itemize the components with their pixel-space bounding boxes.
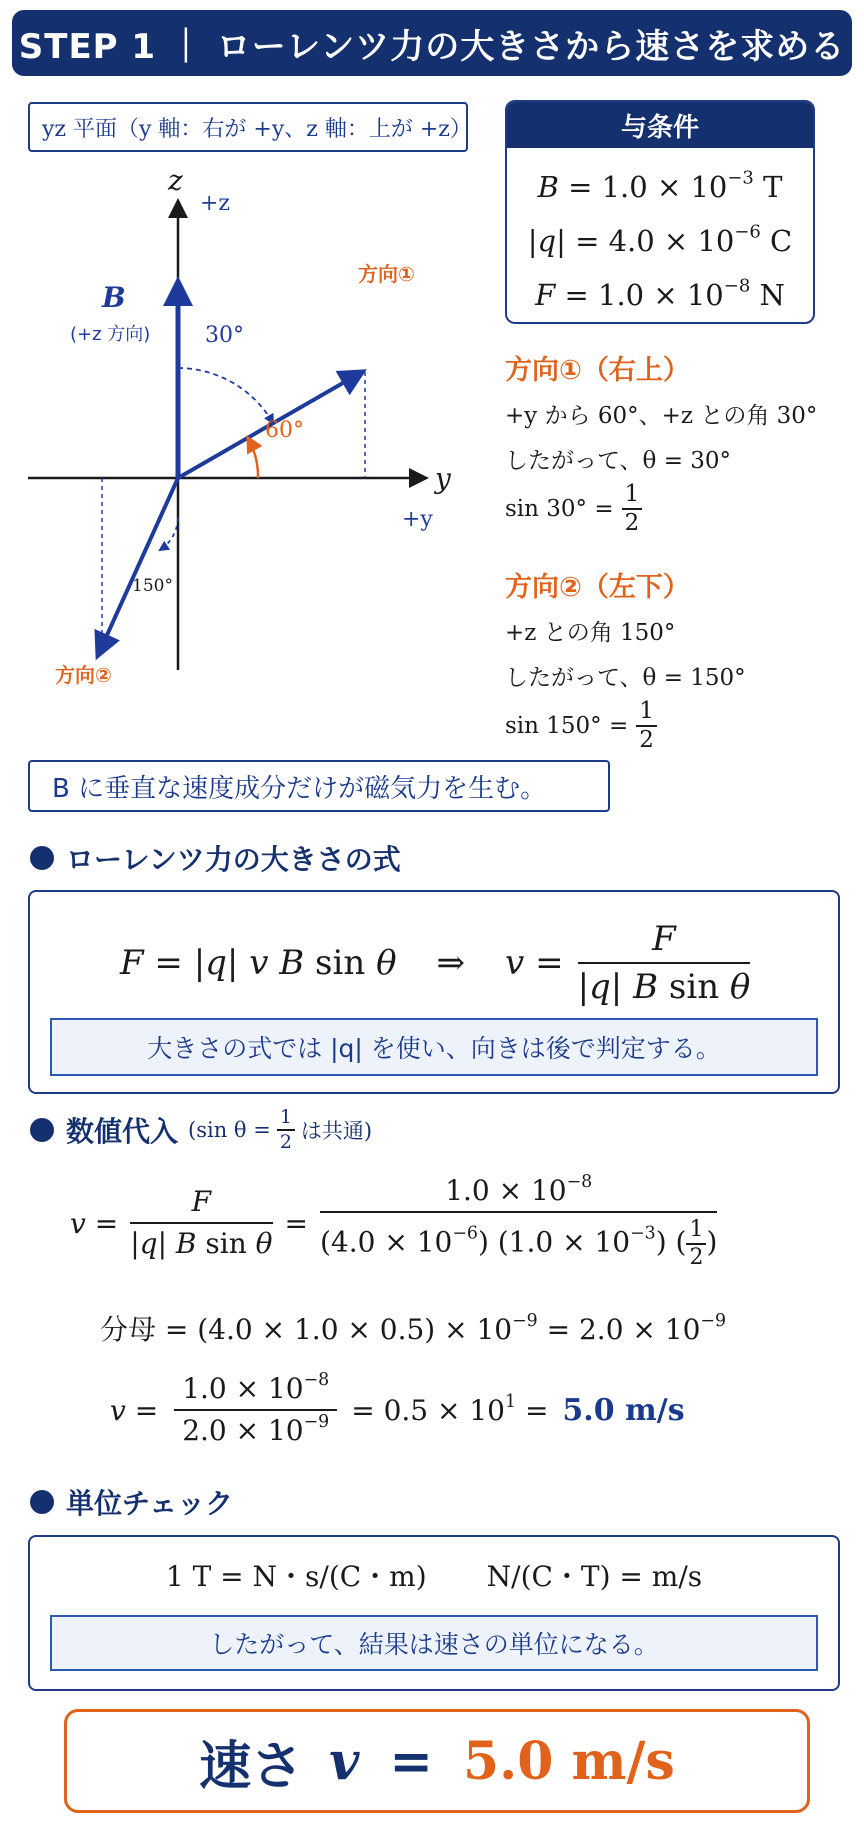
direction1-title: 方向①（右上）	[505, 355, 690, 386]
final-value: 5.0 m/s	[462, 1730, 675, 1792]
sub-frac2	[320, 1171, 718, 1270]
formula-fraction	[577, 919, 751, 1007]
result-line	[110, 1355, 830, 1465]
sub-frac2-num: $1.0 \times 10^{-8}$	[320, 1177, 717, 1213]
final-eq: =	[389, 1730, 433, 1792]
angle-30-label: 30°	[205, 323, 244, 348]
direction2-sin	[505, 700, 855, 752]
result-frac	[174, 1369, 337, 1447]
unit-check-heading-text: 単位チェック	[66, 1487, 234, 1520]
condition-b: $B = 1.0 \times 10^{-3}$ T	[537, 167, 783, 204]
direction1-sin	[505, 483, 855, 535]
step-title: STEP 1 ｜ ローレンツ力の大きさから速さを求める	[18, 26, 846, 67]
formula-arrow: ⇒	[436, 943, 466, 983]
unit-note-text: したがって、結果は速さの単位になる。	[209, 1630, 659, 1659]
direction2-title: 方向②（左下）	[505, 572, 690, 603]
plane-label-text: yz 平面（y 軸：右が +y、z 軸：上が +z）	[42, 116, 472, 142]
formula-den: |q| B sin θ	[577, 967, 751, 1007]
unit-lines	[30, 1555, 838, 1595]
formula-num: F	[578, 922, 751, 964]
unit-line1: 1 T = N・s/(C・m)	[165, 1560, 427, 1593]
direction2-line2: したがって、θ = 150°	[505, 665, 746, 691]
z-axis-label: z	[168, 164, 183, 197]
direction1-sin-lhs: sin 30° =	[505, 496, 614, 522]
lorentz-note-text: 大きさの式では |q| を使い、向きは後で判定する。	[147, 1034, 721, 1063]
angle-60-arc	[248, 438, 258, 478]
angle-60-label: 60°	[265, 418, 304, 443]
direction2-sin-lhs: sin 150° =	[505, 713, 629, 739]
step-header	[12, 10, 852, 76]
direction2-frac-den: 2	[639, 727, 654, 753]
sub-eq: =	[284, 1206, 308, 1240]
lorentz-formula-box	[28, 890, 840, 1094]
sub-frac1-den: |q| B sin θ	[130, 1227, 273, 1260]
formula-left: F = |q| v B sin θ	[120, 943, 397, 983]
result-value: 5.0 m/s	[562, 1392, 685, 1428]
result-frac-den: $2.0 \times 10^{-9}$	[182, 1411, 330, 1447]
direction1-line2: したがって、θ = 30°	[505, 448, 732, 474]
substitution-line1	[70, 1168, 830, 1278]
plane-label	[28, 102, 472, 152]
bullet-icon	[30, 1118, 54, 1142]
bullet-icon	[30, 846, 54, 870]
direction2-line1: +z との角 150°	[505, 620, 676, 646]
y-axis-label: y	[435, 462, 451, 495]
direction2-frac-num: 1	[636, 700, 657, 727]
direction2-notes	[505, 565, 855, 752]
condition-q: $|q| = 4.0 \times 10^{-6}$ C	[527, 221, 793, 258]
conditions-box	[505, 100, 815, 324]
lorentz-heading	[30, 838, 401, 878]
substitution-heading	[30, 1108, 372, 1152]
substitution-note-pre: (sin θ =	[188, 1118, 271, 1142]
final-answer-box	[64, 1709, 810, 1813]
angle-150-label: 150°	[132, 576, 173, 596]
b-label: B	[102, 281, 126, 314]
direction1-frac-den: 2	[624, 510, 640, 536]
formula-v-eq: v =	[505, 943, 564, 983]
result-v-eq: v =	[110, 1393, 159, 1427]
sub-v-eq: v =	[70, 1206, 119, 1240]
bullet-icon	[30, 1490, 54, 1514]
direction2-vector	[98, 478, 178, 655]
angle-150-arc	[160, 518, 178, 550]
direction1-notes	[505, 348, 855, 535]
unit-note	[50, 1615, 818, 1671]
final-var: v	[329, 1730, 360, 1792]
perpendicular-note-text: B に垂直な速度成分だけが磁気力を生む。	[52, 773, 547, 804]
lorentz-note	[50, 1018, 818, 1076]
unit-check-box	[28, 1535, 840, 1691]
substitution-note-post: は共通)	[300, 1119, 373, 1143]
final-label: 速さ	[199, 1736, 304, 1797]
perpendicular-note	[28, 760, 610, 812]
b-direction-label: (+z 方向)	[70, 324, 151, 345]
result-mid: = $0.5 \times 10^1$ =	[351, 1391, 549, 1427]
substitution-heading-text: 数値代入	[66, 1115, 179, 1148]
denominator-line: 分母 = $(4.0 \times 1.0 \times 0.5) \times 10^{-9} = 2.0 \times 10^{-9}$	[100, 1310, 726, 1346]
result-frac-num: $1.0 \times 10^{-8}$	[174, 1375, 337, 1411]
lorentz-heading-text: ローレンツ力の大きさの式	[66, 843, 401, 876]
plus-y-label: +y	[402, 507, 433, 532]
plus-z-label: +z	[200, 191, 231, 216]
direction1-line1: +y から 60°、+z との角 30°	[505, 403, 818, 429]
angle-30-arc	[178, 368, 273, 423]
unit-check-heading	[30, 1482, 233, 1522]
unit-line2: N/(C・T) = m/s	[486, 1560, 703, 1593]
condition-f: $F = 1.0 \times 10^{-8}$ N	[535, 275, 785, 312]
yz-plane-diagram	[20, 150, 490, 690]
direction1-label: 方向①	[358, 262, 415, 286]
substitution-note-den: 2	[279, 1131, 292, 1153]
sub-frac1	[130, 1185, 273, 1260]
direction2-label: 方向②	[55, 663, 112, 687]
conditions-title: 与条件	[507, 102, 813, 148]
sub-frac1-num: F	[130, 1188, 272, 1224]
substitution-note-num: 1	[277, 1108, 295, 1131]
sub-frac2-den: $(4.0 \times 10^{-6})$ $(1.0 \times 10^{-3})$ ( $\frac{1}{2}$ )	[320, 1217, 718, 1270]
substitution-note	[188, 1108, 372, 1152]
direction1-frac-num: 1	[622, 483, 643, 510]
lorentz-formula	[120, 918, 760, 1008]
